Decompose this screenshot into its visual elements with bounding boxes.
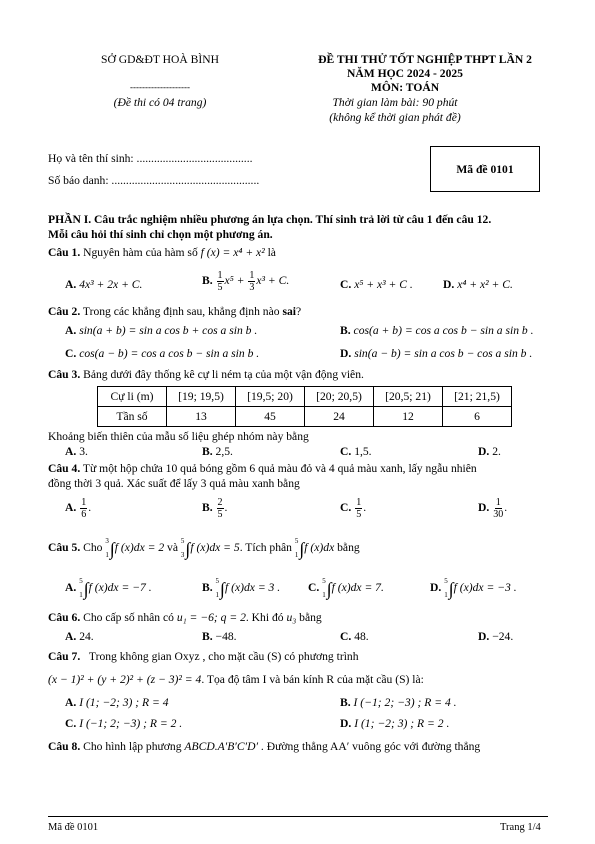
q6-option-d[interactable] — [478, 630, 513, 643]
option-text: 2,5. — [215, 445, 233, 458]
q6-text: Cho cấp số nhân có — [80, 611, 177, 624]
candidate-name-field: Họ và tên thí sinh: ........................................ — [48, 152, 253, 165]
q7-option-b[interactable] — [340, 696, 457, 709]
option-letter: C. — [340, 278, 352, 291]
table-cell: 6 — [443, 407, 512, 427]
footer-page-number: Trang 1/4 — [500, 822, 541, 833]
option-letter: C. — [65, 347, 77, 360]
option-letter: A. — [65, 696, 77, 709]
q2-qmark: ? — [295, 305, 302, 318]
fraction: $\frac{1}{6}$ — [81, 497, 87, 520]
q7-option-c[interactable] — [65, 717, 182, 730]
option-letter: D. — [478, 501, 490, 515]
fraction: $\frac{2}{5}$ — [217, 497, 223, 520]
q5-integral-3: f (x)dx — [304, 541, 335, 555]
option-text: x³ + C. — [256, 274, 290, 288]
q7-equation: (x − 1)² + (y + 2)² + (z − 3)² = 4 — [48, 673, 202, 686]
q1-text: Nguyên hàm của hàm số — [80, 246, 201, 259]
footer-exam-code: Mã đề 0101 — [48, 822, 99, 833]
integral: 5 1 ∫ — [215, 577, 225, 599]
q5-text: bằng — [334, 541, 360, 555]
q1-stem — [48, 246, 276, 259]
exam-title: ĐỀ THI THỬ TỐT NGHIỆP THPT LẦN 2 — [318, 53, 532, 66]
option-letter: A. — [65, 630, 77, 643]
fraction: $\frac{1}{30}$ — [493, 497, 504, 520]
q2-text: Trong các khẳng định sau, khẳng định nào — [80, 305, 283, 318]
school-year: NĂM HỌC 2024 - 2025 — [347, 67, 463, 80]
department: SỞ GD&ĐT HOÀ BÌNH — [101, 53, 219, 66]
exam-code-text: Mã đề 0101 — [456, 162, 514, 176]
option-letter: D. — [430, 581, 442, 595]
option-text: I (−1; 2; −3) ; R = 4 . — [353, 696, 457, 709]
header-dashes: -------------------- — [130, 82, 190, 92]
option-text: sin(a + b) = sin a cos b + cos a sin b . — [79, 324, 258, 337]
option-text: 3. — [79, 445, 88, 458]
q2-option-d[interactable] — [340, 347, 532, 360]
q4-option-b[interactable]: B. $\frac{2}{5}$ . — [202, 497, 228, 520]
table-cell: [21; 21,5) — [443, 387, 512, 407]
q3-question: Khoảng biến thiên của mẫu số liệu ghép nhóm này bằng — [48, 430, 309, 443]
q8-stem — [48, 740, 480, 753]
table-row — [98, 407, 512, 427]
option-text: I (1; −2; 3) ; R = 2 . — [354, 717, 450, 730]
integral: 5 1 ∫ — [444, 577, 454, 599]
part1-heading: PHẦN I. Câu trắc nghiệm nhiều phương án lựa chọn. Thí sinh trả lời từ câu 1 đến câu 12. — [48, 213, 492, 226]
footer-divider — [48, 816, 548, 817]
integral: 5 1 ∫ — [322, 577, 332, 599]
q3-option-b[interactable] — [202, 445, 233, 458]
q1-option-b[interactable] — [202, 270, 289, 293]
option-letter: A. — [65, 278, 77, 291]
option-text: f (x)dx = −7 . — [88, 581, 152, 595]
table-cell: [19,5; 20) — [236, 387, 305, 407]
option-text: cos(a − b) = cos a cos b − sin a sin b . — [79, 347, 260, 360]
table-cell: 13 — [167, 407, 236, 427]
q5-stem — [48, 538, 360, 559]
option-letter: A. — [65, 501, 77, 515]
option-text: 48. — [354, 630, 369, 643]
fraction: $\frac{1}{5}$ — [356, 497, 362, 520]
table-header-row — [98, 387, 512, 407]
exam-time: Thời gian làm bài: 90 phút — [332, 96, 458, 109]
q5-option-a[interactable] — [65, 578, 152, 599]
q4-stem — [48, 462, 477, 475]
q3-option-c[interactable] — [340, 445, 372, 458]
q7-label: Câu 7. — [48, 650, 81, 663]
option-text: cos(a + b) = cos a cos b − sin a sin b . — [353, 324, 534, 337]
option-letter: C. — [308, 581, 320, 595]
q4-label: Câu 4. — [48, 462, 81, 475]
table-cell: 12 — [374, 407, 443, 427]
q1-option-a[interactable] — [65, 278, 142, 291]
q5-label: Câu 5. — [48, 541, 81, 555]
option-text: I (1; −2; 3) ; R = 4 — [79, 696, 169, 709]
q2-option-a[interactable] — [65, 324, 257, 337]
table-cell: [19; 19,5) — [167, 387, 236, 407]
q6-stem — [48, 611, 322, 624]
subject: MÔN: TOÁN — [370, 81, 440, 94]
q6-option-a[interactable] — [65, 630, 94, 643]
q3-label: Câu 3. — [48, 368, 81, 381]
option-letter: C. — [340, 501, 352, 515]
option-text: 4x³ + 2x + C. — [79, 278, 143, 291]
q3-text: Bảng dưới đây thống kê cự li ném tạ của một vận động viên. — [80, 368, 364, 381]
option-letter: D. — [340, 717, 352, 730]
q2-emphasis: sai — [282, 305, 296, 318]
q8-shape: ABCD.A′B′C′D′ — [184, 740, 259, 753]
table-cell: [20; 20,5) — [305, 387, 374, 407]
q8-text: Cho hình lập phương — [80, 740, 185, 753]
table-cell: [20,5; 21) — [374, 387, 443, 407]
q1-option-c[interactable] — [340, 278, 413, 291]
option-text: −24. — [492, 630, 514, 643]
option-letter: B. — [202, 630, 213, 643]
fraction: $\frac{1}{3}$ — [249, 270, 255, 293]
q4-text: Từ một hộp chứa 10 quả bóng gồm 6 quả màu đỏ và 4 quả màu xanh, lấy ngẫu nhiên — [80, 462, 477, 475]
q5-option-c[interactable] — [308, 578, 384, 599]
q2-option-b[interactable] — [340, 324, 534, 337]
option-letter: A. — [65, 445, 77, 458]
q3-option-d[interactable] — [478, 445, 501, 458]
option-letter: B. — [202, 501, 213, 515]
table-cell: 45 — [236, 407, 305, 427]
option-letter: A. — [65, 324, 77, 337]
option-letter: D. — [478, 445, 490, 458]
option-text: f (x)dx = 3 . — [224, 581, 281, 595]
q1-option-d[interactable] — [443, 278, 513, 291]
q6-option-c[interactable] — [340, 630, 369, 643]
option-text: x⁵ + — [224, 274, 248, 288]
table-cell: Tần số — [98, 407, 167, 427]
q3-option-a[interactable] — [65, 445, 88, 458]
q7-text: . Tọa độ tâm I và bán kính R của mặt cầu (S) là: — [201, 673, 424, 686]
q5-text: . Tích phân — [239, 541, 295, 555]
q8-text: . Đường thẳng AA′ vuông góc với đường thẳng — [258, 740, 481, 753]
q4-option-c[interactable]: C. $\frac{1}{5}$ . — [340, 497, 367, 520]
q7-stem — [48, 650, 359, 663]
option-letter: A. — [65, 581, 77, 595]
option-letter: B. — [340, 696, 351, 709]
q5-option-b[interactable] — [202, 578, 280, 599]
option-letter: D. — [443, 278, 455, 291]
option-text: f (x)dx = 7. — [331, 581, 384, 595]
q5-integral-1: f (x)dx = 2 — [114, 541, 165, 555]
q7-option-a[interactable] — [65, 696, 169, 709]
q3-stem — [48, 368, 364, 381]
q8-label: Câu 8. — [48, 740, 81, 753]
q2-stem — [48, 305, 301, 318]
q5-option-d[interactable] — [430, 578, 517, 599]
integral: 5 1 ∫ — [79, 577, 89, 599]
q6-text: . Khi đó — [245, 611, 287, 624]
option-letter: B. — [202, 581, 213, 595]
q1-label: Câu 1. — [48, 246, 81, 259]
option-text: sin(a − b) = sin a cos b − cos a sin b . — [354, 347, 533, 360]
option-text: I (−1; 2; −3) ; R = 2 . — [79, 717, 183, 730]
option-text: x⁴ + x² + C. — [457, 278, 513, 291]
q5-text: Cho — [80, 541, 106, 555]
option-text: 2. — [492, 445, 501, 458]
exam-code-box — [430, 146, 540, 192]
q2-label: Câu 2. — [48, 305, 81, 318]
part1-subheading: Mỗi câu hỏi thí sinh chỉ chọn một phương án. — [48, 228, 273, 241]
table-cell: 24 — [305, 407, 374, 427]
integral: 3 1 ∫ — [105, 537, 115, 559]
q1-tail: là — [264, 246, 276, 259]
exam-time-note: (không kể thời gian phát đề) — [329, 111, 461, 124]
option-letter: C. — [340, 630, 352, 643]
option-text: 1,5. — [354, 445, 372, 458]
integral: 5 1 ∫ — [294, 537, 305, 559]
option-letter: B. — [202, 274, 213, 288]
option-letter: B. — [340, 324, 351, 337]
q7-stem-2 — [48, 673, 424, 686]
q7-option-d[interactable] — [340, 717, 449, 730]
option-text: f (x)dx = −3 . — [453, 581, 517, 595]
q5-text: và — [164, 541, 181, 555]
option-text: x⁵ + x³ + C . — [354, 278, 413, 291]
q6-text: bằng — [296, 611, 322, 624]
q4-option-d[interactable]: D. $\frac{1}{30}$ . — [478, 497, 508, 520]
q6-term: u₃ — [286, 611, 297, 624]
option-letter: D. — [340, 347, 352, 360]
pages-note: (Đề thi có 04 trang) — [113, 96, 207, 109]
q6-option-b[interactable] — [202, 630, 237, 643]
option-text: −48. — [215, 630, 237, 643]
table-cell: Cự li (m) — [98, 387, 167, 407]
q5-integral-2: f (x)dx = 5 — [190, 541, 240, 555]
q6-condition: u₁ = −6; q = 2 — [176, 611, 246, 624]
q4-stem-2: đồng thời 3 quả. Xác suất để lấy 3 quả màu xanh bằng — [48, 477, 300, 490]
fraction: $\frac{1}{5}$ — [217, 270, 223, 293]
option-letter: C. — [340, 445, 352, 458]
q1-function: f (x) = x⁴ + x² — [200, 246, 265, 259]
integral: 5 3 ∫ — [180, 537, 191, 559]
option-letter: D. — [478, 630, 490, 643]
q3-frequency-table — [97, 386, 512, 427]
option-letter: B. — [202, 445, 213, 458]
candidate-id-field: Số báo danh: ................................................... — [48, 174, 260, 187]
option-text: 24. — [79, 630, 94, 643]
option-letter: C. — [65, 717, 77, 730]
q7-text: Trong không gian Oxyz , cho mặt cầu (S) có phương trình — [88, 650, 359, 663]
q6-label: Câu 6. — [48, 611, 81, 624]
q4-option-a[interactable]: A. $\frac{1}{6}$ . — [65, 497, 92, 520]
q2-option-c[interactable] — [65, 347, 259, 360]
